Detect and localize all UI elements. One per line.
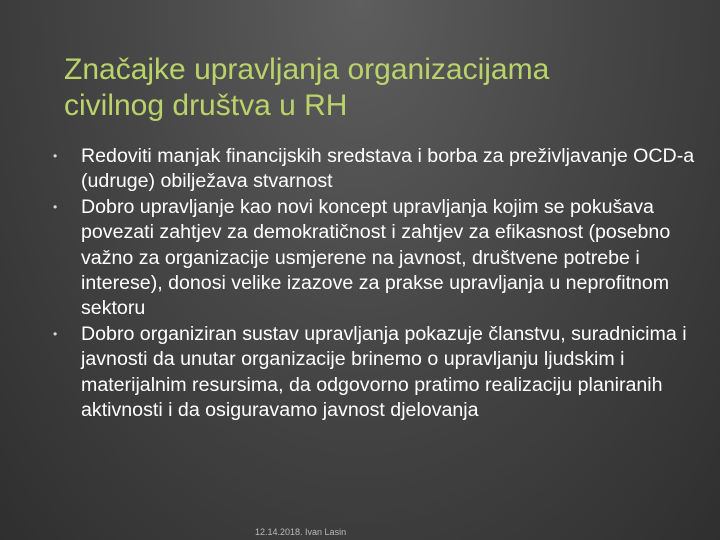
bullet-marker-icon: • <box>53 199 58 214</box>
slide-footer: 12.14.2018. Ivan Lasin <box>255 527 347 537</box>
bullet-item <box>36 322 712 424</box>
bullet-list <box>36 144 712 423</box>
bullet-text: Dobro organiziran sustav upravljanja pokazuje članstvu, suradnicima i javnosti da unutar organizacije brinemo o upravljanju ljudskim i materijalnim resursima, da odgovorno pratimo realizaciju planiranih aktivnosti i da osiguravamo javnost djelovanja <box>81 322 687 422</box>
bullet-marker-icon: • <box>53 149 58 163</box>
slide-title-line-2: civilnog društva u RH <box>64 89 348 122</box>
slide-title <box>64 52 684 124</box>
bullet-marker-icon: • <box>53 326 58 341</box>
bullet-item <box>36 195 712 322</box>
bullet-item <box>36 144 712 195</box>
bullet-text: Redoviti manjak financijskih sredstava i borba za preživljavanje OCD-a (udruge) obilježava stvarnost <box>81 145 695 193</box>
bullet-text: Dobro upravljanje kao novi koncept upravljanja kojim se pokušava povezati zahtjev za demokratičnost i zahtjev za efikasnost (posebno važno za organizacije usmjerene na javnost, društvene potrebe i interese), donosi velike izazove za prakse upravljanja u neprofitnom sektoru <box>81 195 671 320</box>
slide-title-line-1: Značajke upravljanja organizacijama <box>64 53 550 86</box>
